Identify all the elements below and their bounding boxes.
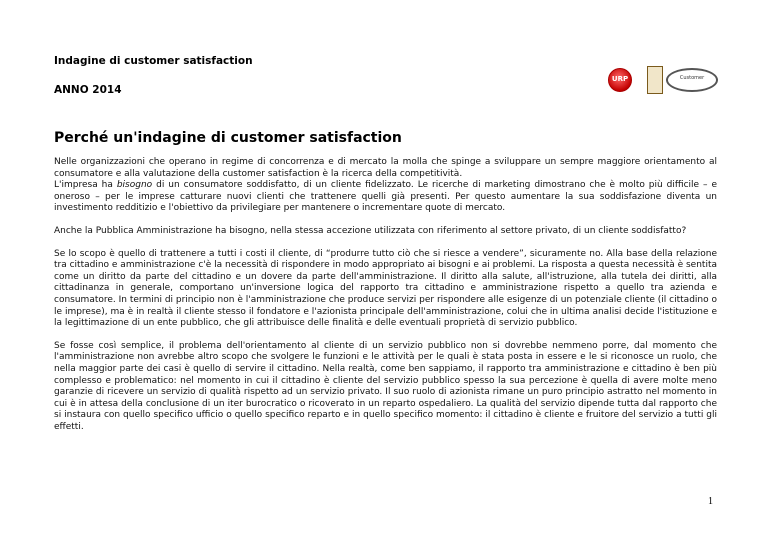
paragraph-1-text-b-pre: L'impresa ha [54,180,117,191]
logo-group [608,62,718,96]
urp-logo-text: URP [611,75,629,83]
emphasis-bisogno: bisogno [116,180,153,191]
urp-logo [608,68,632,92]
document-header-title: Indagine di customer satisfaction [54,55,253,67]
coat-of-arms-logo [647,66,663,94]
paragraph-3: Se lo scopo è quello di trattenere a tutti i costi il cliente, di “produrre tutto ciò che si riesce a vendere”, sicuramente no. Alla base della relazione tra cittadino e amministrazione c'è la necessità di rispondere in modo appropriato ai bisogni e ai problemi. La risposta a questa necessità è sentita come un diritto da parte del cittadino e un dovere da parte dell'amministrazione. Il diritto alla salute, all'istruzione, alla tutela dei diritti, alla cittadinanza in generale, comportano un'inversione logica del rapporto tra cittadino e amministrazione rispetto a quello tra azienda e consumatore. In termini di principio non è l'amministrazione che produce servizi per rispondere alle esigenze di un potenziale cliente (il cittadino o le imprese), ma è in realtà il cliente stesso il fondatore e l'azionista principale dell'amministrazione, colui che in ultima analisi decide l'istituzione e la legittimazione di un ente pubblico, che gli attribuisce delle finalità e delle eventuali proprietà di servizio pubblico. [54,248,717,329]
paragraph-1 [54,157,717,215]
section-title: Perché un'indagine di customer satisfaction [54,130,402,146]
paragraph-1-text-a: Nelle organizzazioni che operano in regime di concorrenza e di mercato la molla che spinge a sviluppare un sempre maggiore orientamento al consumatore e alla valutazione della customer satisfaction è la ricerca della competitività. [54,157,717,179]
page-number: 1 [708,496,713,507]
paragraph-4: Se fosse così semplice, il problema dell'orientamento al cliente di un servizio pubblico non si dovrebbe nemmeno porre, dal momento che l'amministrazione non avrebbe altro scopo che svolgere le funzioni e le attività per le quali è stata posta in essere e le si riconosce un ruolo, che nella maggior parte dei casi è quello di servire il cittadino. Nella realtà, come ben sappiamo, il rapporto tra amministrazione e cittadino è ben più complesso e problematico: nel momento in cui il cittadino è cliente del servizio pubblico spesso la sua percezione è quella di avere molte meno garanzie di ricevere un servizio di qualità rispetto ad un servizio privato. Il suo ruolo di azionista rimane un puro principio astratto nel momento in cui è in attesa della conclusione di un iter burocratico o ricoverato in un reparto ospedaliero. La qualità del servizio dipende tutta dal rapporto che si instaura con quello specifico ufficio o quello specifico reparto e in quello specifico momento: il cittadino è cliente e fruitore del servizio a tutti gli effetti. [54,340,717,432]
customer-logo [666,68,718,92]
paragraph-1-text-b-post: di un consumatore soddisfatto, di un cliente fidelizzato. Le ricerche di marketing dimostrano che è molto più difficile – e oneroso – per le imprese catturare nuovi clienti che trattenere quelli già presenti. Per questo aumentare la sua soddisfazione diventa un investimento redditizio e l'obiettivo da privilegiare per mantenere o incrementare quote di mercato. [54,180,718,214]
paragraph-2: Anche la Pubblica Amministrazione ha bisogno, nella stessa accezione utilizzata con riferimento al settore privato, di un cliente soddisfatto? [54,225,687,236]
document-header-year: ANNO 2014 [54,84,122,96]
document-body [54,157,717,433]
customer-logo-text: Customer [679,75,705,81]
